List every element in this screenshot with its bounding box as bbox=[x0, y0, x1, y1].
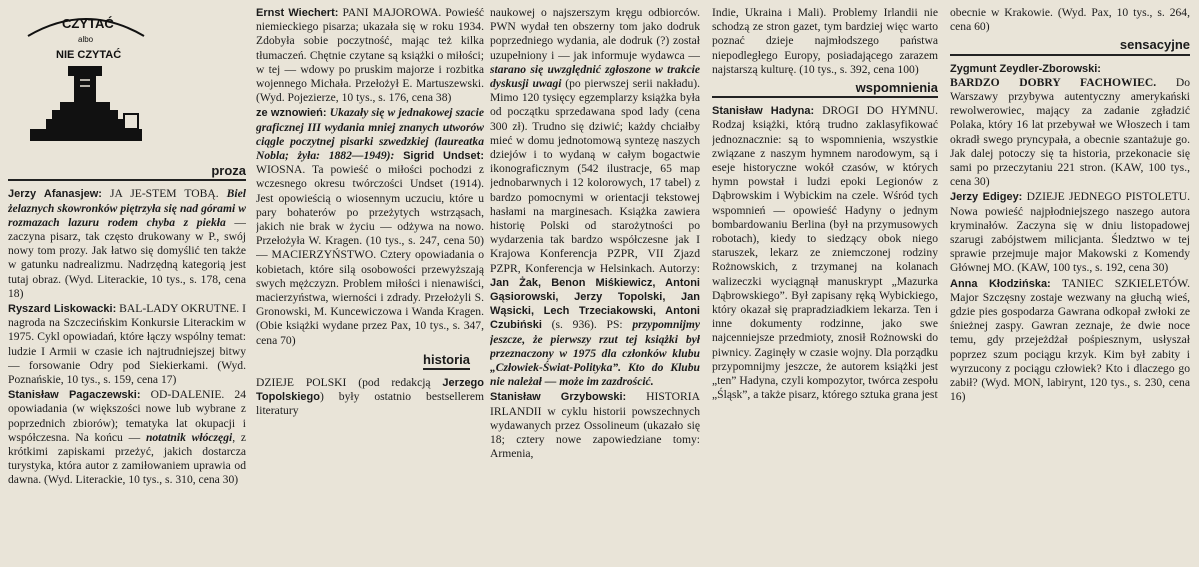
czytac-logo-icon bbox=[22, 6, 150, 156]
author-name: Jerzego Topolskiego bbox=[256, 377, 484, 404]
svg-text:CZYTAĆ: CZYTAĆ bbox=[62, 16, 114, 31]
column-4 bbox=[712, 6, 938, 561]
section-heading-proza: proza bbox=[8, 164, 246, 181]
entry-klodzinska: Anna Kłodzińska: TANIEC SZKIELETÓW. Major Szczęsny zostaje wezwany na głuchą wieś, gdzie pies gospodarza Gawrana odkopał zwłoki ze śnieżnej zaspy. Gawran zeznaje, że dwie noce temu, gdy przejeżdżał pośpiesznym, usłyszał poprzez szum pociągu krzyk. Kim był zabity i wyrzucony z pociągu człowiek? Kto i dlaczego go zabił? (Wyd. MON, labirynt, 120 tys., s. 230, cena 16) bbox=[950, 276, 1190, 404]
column-1 bbox=[8, 6, 246, 561]
entry-zeydler-zborowski: Zygmunt Zeydler-Zborowski: BARDZO DOBRY FACHOWIEC. Do Warszawy przybywa autentyczny amerykański rewolwerowiec, mający za zadanie zgładzić Polaka, który 16 lat przebywał we Włoszech i tam okradł swego pryncypała, a obecnie szantażuje go. Jak dalej potoczy się ta historia, przekonacie się sami po przeczytaniu 221 stron. (KAW, 100 tys., cena 30) bbox=[950, 62, 1190, 189]
author-name: Stanisław Hadyna: bbox=[712, 105, 815, 118]
author-name: Jerzy Edigey: bbox=[950, 191, 1023, 204]
section-heading-wspomnienia: wspomnienia bbox=[712, 81, 938, 98]
svg-text:NIE CZYTAĆ: NIE CZYTAĆ bbox=[56, 49, 122, 61]
entry-hadyna-cont: obecnie w Krakowie. (Wyd. Pax, 10 tys., s. 264, cena 60) bbox=[950, 6, 1190, 34]
column-5 bbox=[950, 6, 1190, 561]
section-heading-historia: historia bbox=[423, 353, 470, 370]
entry-wiechert: Ernst Wiechert: PANI MAJOROWA. Powieść niemieckiego pisarza; ukazała się w roku 1934. Zdobyła sobie poczytność, mając też kilka tłumaczeń. Chętnie czytane są książki o miłości; w tej — wdowy po pruskim majorze i rozbitka wojennego Michała. Przełożył E. Martuszewski. (Wyd. Pojezierze, 10 tys., s. 176, cena 38) bbox=[256, 6, 484, 105]
author-name: Jerzy Afanasjew: bbox=[8, 188, 102, 201]
entry-liskowacki: Ryszard Liskowacki: BAL-LADY OKRUTNE. I nagroda na Szczecińskim Konkursie Literackim w 1975. Cykl opowiadań, które łączy wspólny temat: ludzie I Armii w czasie ich najtrudniejszej bitwy — forsowanie Odry pod Siekierkami. (Wyd. Poznańskie, 10 tys., s. 159, cena 17) bbox=[8, 302, 246, 387]
author-name: Sigrid Undset: bbox=[403, 150, 484, 163]
column-2 bbox=[256, 6, 484, 561]
entry-hadyna: Stanisław Hadyna: DROGI DO HYMNU. Rodzaj książki, którą trudno zaklasyfikować jednoznacznie: są to wspomnienia, wszystkie związane z naszym hymnem narodowym, są i eseje historyczne wokół czasów, w których hymn powstał i ludzi epoki Legionów z Dąbrowskim i Wybickim na czele. Wśród tych wspomnień — opowieść Hadyny o jednym bombardowaniu Berlina (był na przymusowych robotach), kiedy to siedzący obok niego staruszek, lekarz ze zniemczonej rodziny Rożnowskich, z trzymanej na kolanach walizeczki wyciągnął manuskrypt „Mazurka Dąbrowskiego”. Był zapisany ręką Wybickiego, który okazał się prapradziadkiem lekarza. Ten i inne dokumenty rodzinne, jako swe najcenniejsze przedmioty, znosił Rożnowski do piwnicy. Zaginęły w czasie wojny. Dla porządku przypomnijmy jeszcze, że autorem książki jest „ten” Hadyna, czyli kompozytor, twórca zespołu „Śląsk”, a także pisarz, którego sztuka grana jest bbox=[712, 104, 938, 402]
entry-grzybowski-cont: Indie, Ukraina i Mali). Problemy Irlandii nie schodzą ze stron gazet, tym bardziej więc warto poznać dzieje najmłodszego państwa niepodległego Europy, posiadającego zarazem najstarszą kulturę. (10 tys., s. 392, cena 100) bbox=[712, 6, 938, 76]
section-heading-sensacyjne: sensacyjne bbox=[950, 38, 1190, 55]
author-name: Zygmunt Zeydler-Zborowski: bbox=[950, 62, 1101, 75]
entry-pagaczewski: Stanisław Pagaczewski: OD-DALENIE. 24 opowiadania (w większości nowe lub wybrane z poprzednich zbiorów); tematyka lat okupacji i współczesna. Na końcu — notatnik włóczęgi, z krótkimi zapiskami przeżyć, jakich dostarcza turystyka, która autor z zamiłowaniem uprawia od dawna. (Wyd. Literackie, 10 tys., s. 310, cena 30) bbox=[8, 388, 246, 487]
author-name: Ryszard Liskowacki: bbox=[8, 303, 117, 316]
column-3 bbox=[490, 6, 700, 561]
author-name: Stanisław Grzybowski: bbox=[490, 391, 627, 404]
author-name: Stanisław Pagaczewski: bbox=[8, 389, 141, 402]
entry-undset: ze wznowień: Ukazały się w jednakowej szacie graficznej III wydania mniej znanych utworów ciągle poczytnej pisarki szwedzkiej (laureatka Nobla; żyła: 1882—1949): Sigrid Undset: WIOSNA. Ta powieść o miłości pochodzi z wczesnego okresu twórczości Undset (1914). Jest opowieścią o wiosennym uczuciu, które u pary bohaterów po przeżytych wstrząsach, jakich nie brak w życiu — odżywa na nowo. Przełożyła W. Kragen. (10 tys., s. 247, cena 50) — MACIERZYŃSTWO. Cztery opowiadania o kobietach, które silą osobowości przewyższają swych mężczyzn. Problem miłości i nienawiści, macierzyństwa, wierności i zdrady. Przełożyli S. Gronowski, M. Kuncewiczowa i Wanda Kragen. (Obie książki wydane przez Pax, 10 tys., s. 347, cena 70) bbox=[256, 106, 484, 347]
entry-dzieje-polski-cont: naukowej o najszerszym kręgu odbiorców. PWN wydał ten obszerny tom jako dodruk poprzedniego wydania, ale dodruk (?) został uzupełniony i — jak informuje wydawca — starano się uwzględnić zgłoszone w trakcie dyskusji uwagi (po pierwszej serii nakładu). Mimo 120 tysięcy egzemplarzy książka była od początku sprzedawana spod lady (cena 300 zł). Trudno się dziwić; każdy chciałby mieć w domu jednotomową syntezę naszych dziejów i to wydaną w całym bogactwie ikonograficznym (542 ilustracje, 65 map jednobarwnych i 12 kolorowych, 17 tabel) z bardzo pomocnymi w orientacji tekstowej hasłami na marginesach. Książka zawiera historię Polski od starożytności po wydarzenia tak bardzo współczesne jak I Krajowa Konferencja PZPR, VII Zjazd PZPR, Konferencja w Helsinkach. Autorzy: Jan Żak, Benon Miśkiewicz, Antoni Gąsiorowski, Jerzy Topolski, Jan Wąsicki, Lech Trzeciakowski, Antoni Czubiński (s. 936). PS: przypomnijmy jeszcze, że pierwszy rzut tej książki był przeznaczony w 1975 dla członków klubu „Człowiek-Świat-Polityka”. Kto do Klubu nie należał — może im zazdrościć. bbox=[490, 6, 700, 389]
entry-afanasjew: Jerzy Afanasjew: JA JE-STEM TOBĄ. Biel żelaznych skowronków piętrzyła się nad górami w rozmazach lazuru rodem chyba z piekła — zaczyna pisarz, tak często drukowany w P., swój nowy tom prozy. Jak łatwo się domyślić ten także w gatunku nadrealizmu. Nadrzędną kategorią jest tutaj obraz. (Wyd. Literackie, 10 tys., s. 178, cena 18) bbox=[8, 187, 246, 300]
author-name: Anna Kłodzińska: bbox=[950, 277, 1051, 290]
svg-text:albo: albo bbox=[78, 35, 94, 44]
entry-grzybowski: Stanisław Grzybowski: HISTORIA IRLANDII w cyklu historii powszechnych wydawanych przez Ossolineum (ukazało się 18; cztery nowe zapowiedziane tomy: Armenia, bbox=[490, 390, 700, 461]
author-name: Ernst Wiechert: bbox=[256, 7, 339, 19]
entry-edigey: Jerzy Edigey: DZIEJE JEDNEGO PISTOLETU. Nowa powieść najpłodniejszego naszego autora kryminałów. Zaczyna się w dniu listopadowej szarugi zabójstwem milicjanta. Śledztwo w tej sprawie przejmuje major Makowski z Komendy Głównej MO. (KAW, 100 tys., s. 192, cena 30) bbox=[950, 190, 1190, 275]
entry-dzieje-polski: DZIEJE POLSKI (pod redakcją Jerzego Topolskiego) były ostatnio bestsellerem literatury bbox=[256, 376, 484, 418]
